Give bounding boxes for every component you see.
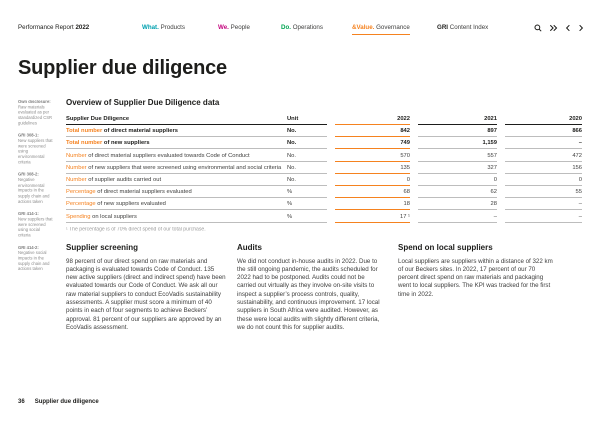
top-nav [0,21,600,39]
table-row [66,174,583,186]
gri-disclosure-sidebar [18,100,64,357]
table-cell-2022: 68 [335,189,410,198]
table-row-label-prefix: Total number [66,140,103,147]
table-row [66,198,583,210]
table-row-label [66,214,287,220]
table-row-label [66,189,287,195]
nav-item-prefix: Do. [281,24,291,31]
table-row-label-rest: on local suppliers [90,213,137,220]
text-section-body: Local suppliers are suppliers within a distance of 322 km of our Beckers sites. In 2022, 17 percent of our 70 percent direct spend on raw materials and packaging went to local suppliers. The KPI was tracked for the first time in 2022. [398,257,553,298]
table-row-label-rest: of new suppliers evaluated [95,201,166,208]
table-cell-2020: 472 [505,153,582,162]
nav-item-prefix: We. [218,24,229,31]
table-row-label-prefix: Number [66,164,87,171]
table-row-label [66,140,287,146]
table-row-label [66,128,287,134]
report-title-prefix: Performance Report [18,24,74,31]
disclosure-note-text: Negative environmental impacts in the supply chain and actions taken [18,178,50,205]
table-cell-2022: 17 ¹ [335,214,410,223]
table-row-label [66,165,287,171]
table-row-label-unit [66,201,327,210]
disclosure-note-text: New suppliers that were screened using social criteria [18,217,53,238]
disclosure-note-text: Negative social impacts in the supply chain and actions taken [18,251,50,272]
table-row-label-prefix: Total number [66,128,103,135]
table-cell-2021: 557 [418,153,497,162]
table-cell-2021: 1,159 [418,140,497,149]
nav-item[interactable] [281,24,323,31]
table-cell-2021: 28 [418,201,497,210]
table-cell-2022: 135 [335,165,410,174]
table-row-label-prefix: Spending [66,213,91,220]
chevron-right-icon[interactable] [578,24,584,32]
table-body [66,125,583,223]
nav-item-label: Governance [376,24,410,31]
table-row-unit: No. [287,152,297,159]
table-row [66,186,583,198]
text-section-title: Spend on local suppliers [398,242,493,252]
table-header-year-2022: 2022 [335,116,410,125]
table-header-year-2020: 2020 [505,116,582,125]
table-row-label-unit [66,140,327,149]
table-cell-2020: 55 [505,189,582,198]
nav-item-label: Products [160,24,185,31]
supplier-due-diligence-table [66,112,583,223]
nav-item-label: Operations [292,24,323,31]
table-cell-2022: 842 [335,128,410,137]
table-row-label-rest: of new suppliers [102,140,150,147]
table-row-label-rest: of new suppliers that were screened using environmental and social criteria [86,164,282,171]
nav-item[interactable] [352,24,410,35]
table-row-label-unit [66,214,327,223]
table-row [66,149,583,161]
text-section [66,243,226,333]
disclosure-note-label: GRI 414-1: [18,212,39,217]
text-section-title: Audits [237,242,262,252]
table-header-year-2021: 2021 [418,116,497,125]
report-title-year: 2022 [75,24,90,31]
table-row [66,210,583,222]
table-row-label-prefix: Number [66,176,87,183]
search-icon[interactable] [534,24,542,32]
nav-item[interactable] [437,24,488,31]
table-row-label-unit [66,153,327,162]
table-row-unit: % [287,201,293,208]
text-section [398,243,556,333]
main-content [66,98,583,332]
table-row-label-unit [66,165,327,174]
table-cell-2021: 327 [418,165,497,174]
table-header-label-unit [66,116,327,125]
table-row-unit: % [287,189,293,196]
table-section-title: Overview of Supplier Due Diligence data [66,98,220,107]
table-row-unit: No. [287,128,297,135]
disclosure-note [18,173,53,205]
double-chevron-right-icon[interactable] [549,24,558,32]
table-row [66,125,583,137]
text-section-body: We did not conduct in-house audits in 2022. Due to the still ongoing pandemic, the audits scheduled for 2022 had to be postponed. Audits could not be carried out virtually as they involve on-site visits to inspect a supplier’s process controls, quality, sustainability, and continuous improvement. 17 local suppliers in South Africa were audited. However, as these were local audits with slightly different criteria, we do not count this for supplier audits. [237,257,380,331]
disclosure-note-label: GRI 308-1: [18,133,39,139]
page-number: 36 [18,399,25,405]
table-row [66,137,583,149]
table-row-unit: No. [287,176,297,183]
nav-item-prefix: GRI [437,24,449,31]
table-cell-2022: 570 [335,153,410,162]
table-cell-2021: 897 [418,128,497,137]
table-row-label [66,153,287,159]
table-row-label-prefix: Percentage [66,189,96,196]
table-row-label [66,177,287,183]
disclosure-note [18,212,53,239]
nav-item-prefix: &Value. [352,24,375,31]
nav-item-prefix: What. [142,24,159,31]
table-row-label-rest: of direct material suppliers evaluated [95,189,192,196]
table-header-unit: Unit [287,116,299,122]
table-cell-2022: 18 [335,201,410,210]
nav-item-label: Content Index [449,24,489,31]
disclosure-note-label: GRI 414-2: [18,246,39,251]
table-header-row [66,112,583,125]
table-cell-2021: 62 [418,189,497,198]
table-cell-2022: 0 [335,177,410,186]
table-row-label-unit [66,189,327,198]
table-row-label-rest: of direct material suppliers evaluated towards Code of Conduct [86,152,250,159]
table-row-unit: No. [287,164,297,171]
table-footnote: ¹ The percentage is of 70% direct spend of our total purchase. [66,226,206,232]
disclosure-note [18,100,53,127]
table-row [66,162,583,174]
table-cell-2021: – [418,214,497,223]
table-cell-2020: 866 [505,128,582,137]
nav-item[interactable] [142,24,185,31]
table-cell-2020: 0 [505,177,582,186]
table-row-label-prefix: Percentage [66,201,96,208]
disclosure-note [18,246,53,273]
disclosure-note-label: GRI 308-2: [18,173,39,178]
table-cell-2020: – [505,201,582,210]
nav-icon-group [534,23,584,33]
nav-item-label: People [230,24,250,31]
table-header-label: Supplier Due Diligence [66,116,130,122]
disclosure-note-text: New suppliers that were screened using environmental criteria [18,139,53,165]
table-row-label-unit [66,177,327,186]
nav-item[interactable] [218,24,250,31]
table-cell-2020: – [505,140,582,149]
table-row-label-prefix: Number [66,152,87,159]
text-sections [66,243,583,333]
disclosure-note-text: Raw materials evaluated as per standardized CSR guidelines [18,105,53,126]
footer-label: Supplier due diligence [34,399,99,405]
disclosure-note-label: Own disclosure: [18,100,51,105]
table-cell-2022: 749 [335,140,410,149]
table-row-label-rest: of supplier audits carried out [86,176,162,183]
table-row-label-unit [66,128,327,137]
disclosure-note [18,134,53,166]
table-cell-2020: 156 [505,165,582,174]
page-footer [18,399,99,405]
nav-links [0,21,600,39]
page-title: Supplier due diligence [18,57,227,79]
sidebar-blocks [18,100,53,273]
text-section [237,243,385,333]
table-cell-2021: 0 [418,177,497,186]
table-row-label-rest: of direct material suppliers [102,128,179,135]
table-row-label [66,201,287,207]
table-cell-2020: – [505,214,582,223]
text-section-body: 98 percent of our direct spend on raw materials and packaging is evaluated towards Code of Conduct. 135 new active suppliers (direct and indirect spend) have been evaluated towards our Code of Conduct. We ask all our raw material suppliers to conduct EcoVadis sustainability assessments. A supplier must score a minimum of 40 points in each of four segments to achieve Beckers’ approval. 81 percent of our suppliers are approved by an EcoVadis assessment. [66,257,226,331]
table-row-unit: % [287,213,293,220]
table-row-unit: No. [287,140,297,147]
text-section-title: Supplier screening [66,242,139,252]
chevron-left-icon[interactable] [565,24,571,32]
